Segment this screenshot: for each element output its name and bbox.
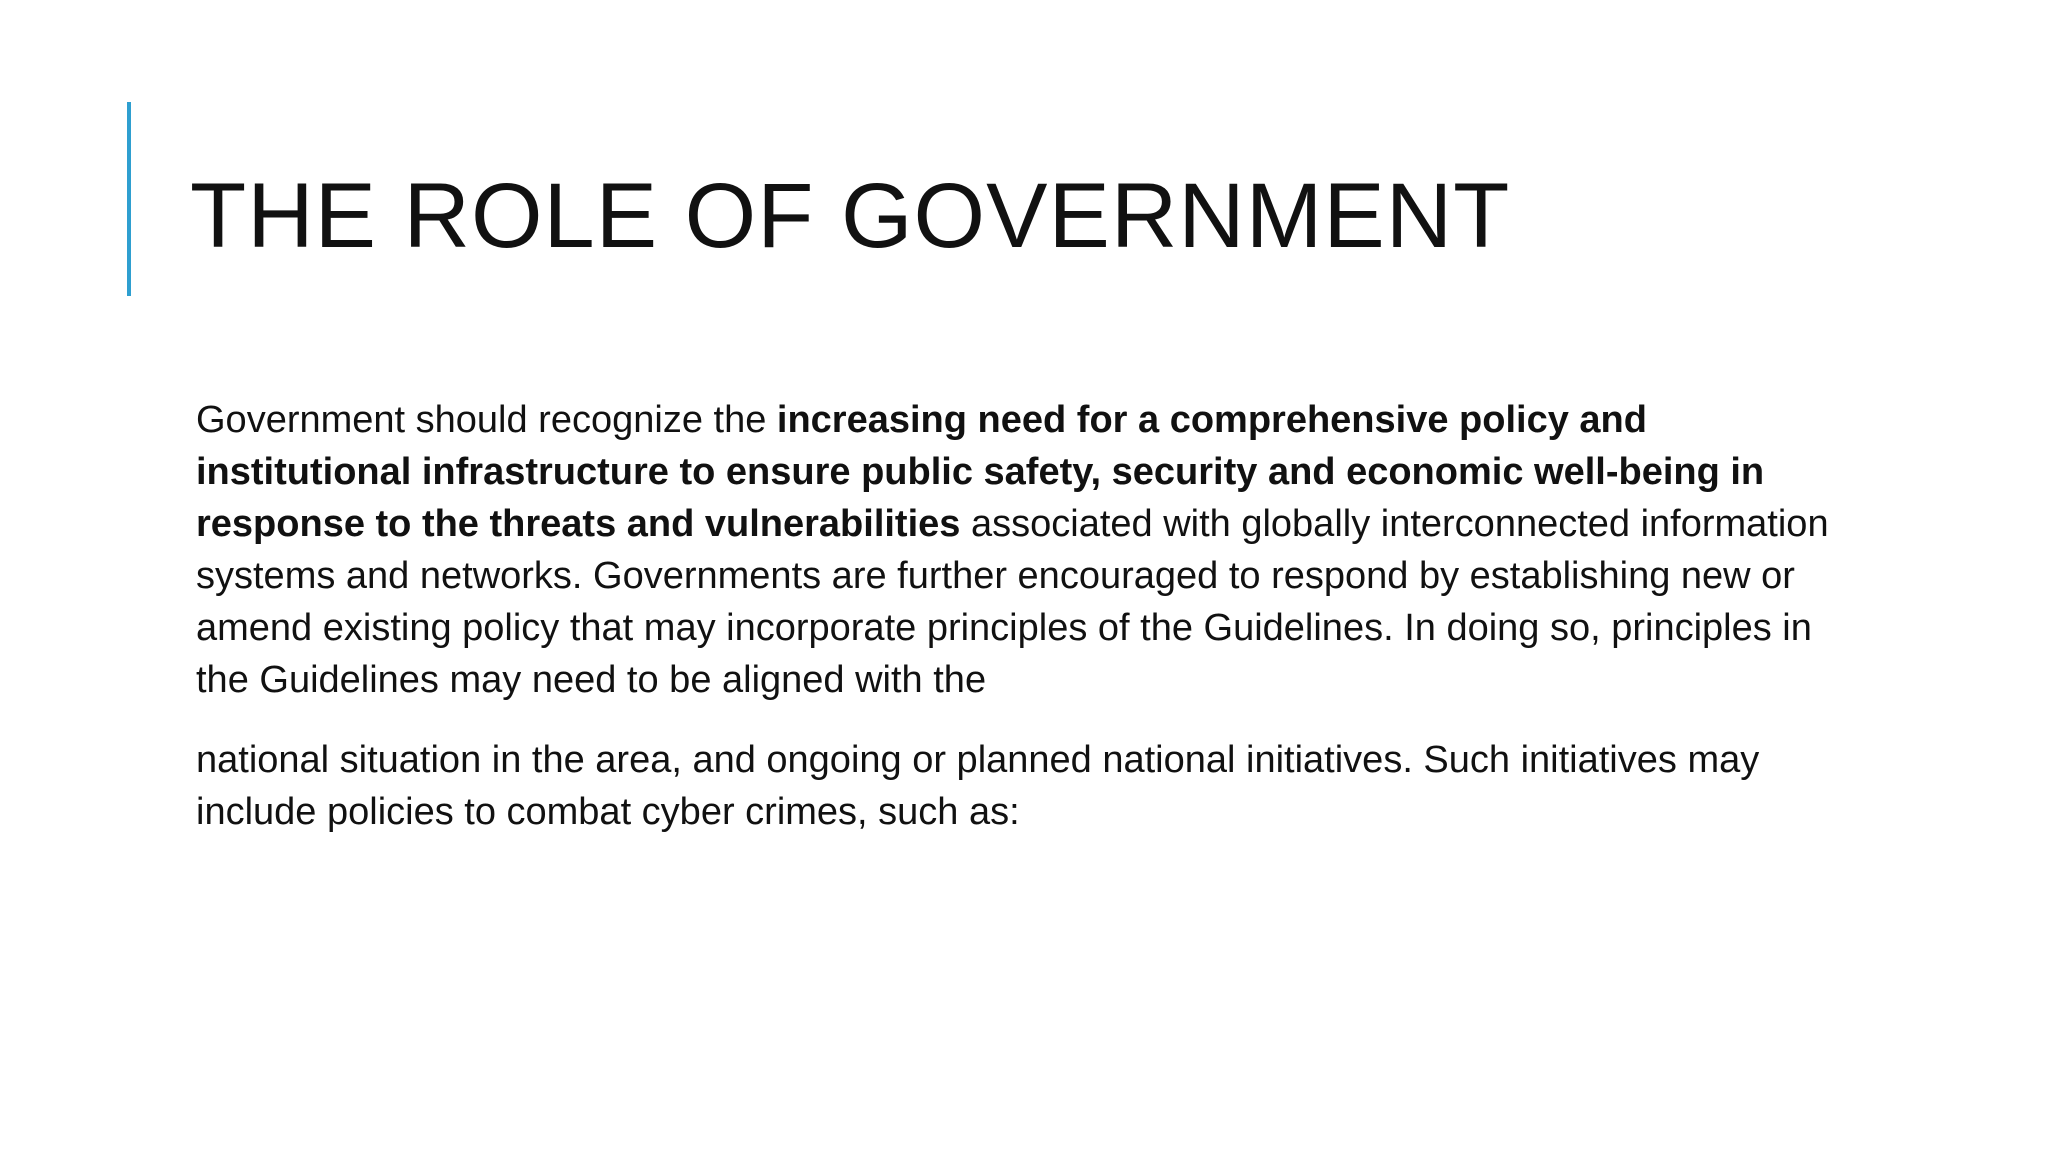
paragraph-1-intro: Government should recognize the (196, 399, 777, 441)
title-accent-bar (127, 102, 131, 296)
slide-title: THE ROLE OF GOVERNMENT (190, 165, 1511, 267)
body-paragraph-1 (196, 394, 1836, 706)
paragraph-1-rest: associated with globally interconnected information systems and networks. Governments are further encouraged to respond by establishing new or amend existing policy that may incorporate principles of the Guidelines. In doing so, principles in the Guidelines may need to be aligned with the (196, 503, 1829, 701)
body-paragraph-2: national situation in the area, and ongoing or planned national initiatives. Such initiatives may include policies to combat cyber crimes, such as: (196, 739, 1760, 833)
slide-body (196, 394, 1836, 838)
paragraph-1-bold: increasing need for a comprehensive policy and institutional infrastructure to ensure public safety, security and economic well-being in response to the threats and vulnerabilities (196, 399, 1765, 545)
